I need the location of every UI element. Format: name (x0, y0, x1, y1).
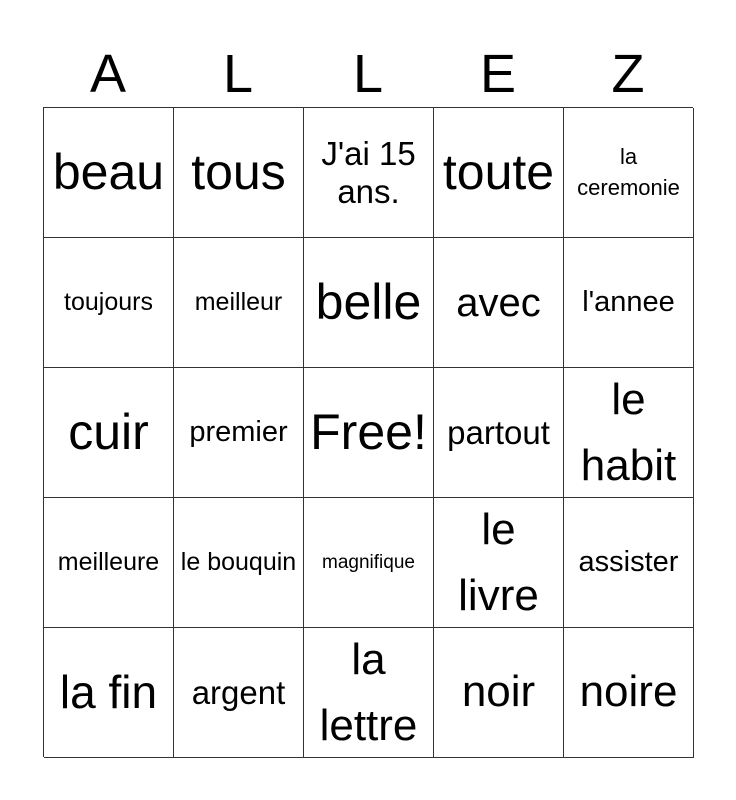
bingo-cell-r4c4[interactable] (434, 498, 564, 628)
bingo-cell-r4c2[interactable] (174, 498, 304, 628)
bingo-cell-r4c1[interactable] (44, 498, 174, 628)
cell-text: avec (456, 280, 541, 325)
bingo-cell-r3c1[interactable] (44, 368, 174, 498)
header-letter-a: A (89, 44, 127, 104)
cell-text: premier (189, 415, 288, 448)
cell-text: meilleure (57, 548, 160, 577)
bingo-cell-r2c3[interactable] (304, 238, 434, 368)
cell-text: noir (461, 667, 536, 717)
header-letter-l2: L (352, 44, 384, 104)
cell-text: la lettre (319, 634, 418, 750)
bingo-cell-r4c5[interactable] (564, 498, 694, 628)
bingo-header (43, 40, 693, 108)
bingo-cell-r3c5[interactable] (564, 368, 694, 498)
free-space-text: Free! (310, 403, 427, 460)
bingo-cell-r2c2[interactable] (174, 238, 304, 368)
cell-text: beau (52, 143, 165, 200)
cell-text: cuir (68, 403, 149, 460)
cell-text: l'annee (582, 285, 675, 318)
header-letter-e: E (479, 44, 517, 104)
cell-text: le livre (458, 504, 539, 620)
bingo-cell-r2c4[interactable] (434, 238, 564, 368)
bingo-cell-r3c3[interactable] (304, 368, 434, 498)
bingo-cell-r1c3[interactable] (304, 108, 434, 238)
bingo-cell-r5c4[interactable] (434, 628, 564, 758)
cell-text: meilleur (194, 288, 283, 317)
cell-text: la fin (59, 666, 158, 719)
bingo-cell-r2c1[interactable] (44, 238, 174, 368)
bingo-cell-r3c4[interactable] (434, 368, 564, 498)
cell-text: le habit (580, 374, 677, 490)
bingo-cell-r5c5[interactable] (564, 628, 694, 758)
bingo-cell-r1c4[interactable] (434, 108, 564, 238)
cell-text: J'ai 15 ans. (321, 134, 416, 210)
bingo-cell-r1c5[interactable] (564, 108, 694, 238)
cell-text: toujours (64, 288, 153, 317)
cell-text: noire (579, 667, 678, 717)
bingo-cell-r4c3[interactable] (304, 498, 434, 628)
cell-text: partout (447, 413, 550, 451)
cell-text: toute (442, 143, 555, 200)
bingo-cell-r5c3[interactable] (304, 628, 434, 758)
cell-text: argent (191, 673, 286, 711)
bingo-cell-r5c2[interactable] (174, 628, 304, 758)
bingo-cell-r1c1[interactable] (44, 108, 174, 238)
header-letter-z: Z (611, 44, 645, 104)
cell-text: assister (578, 545, 679, 578)
cell-text: magnifique (322, 551, 415, 573)
bingo-cell-r3c2[interactable] (174, 368, 304, 498)
bingo-cell-r1c2[interactable] (174, 108, 304, 238)
cell-text: le bouquin (180, 548, 297, 576)
bingo-board (43, 107, 693, 757)
bingo-cell-r5c1[interactable] (44, 628, 174, 758)
bingo-cell-r2c5[interactable] (564, 238, 694, 368)
cell-text: la ceremonie (577, 143, 680, 200)
cell-text: tous (191, 143, 286, 200)
cell-text: belle (315, 273, 422, 330)
header-letter-l1: L (222, 44, 254, 104)
